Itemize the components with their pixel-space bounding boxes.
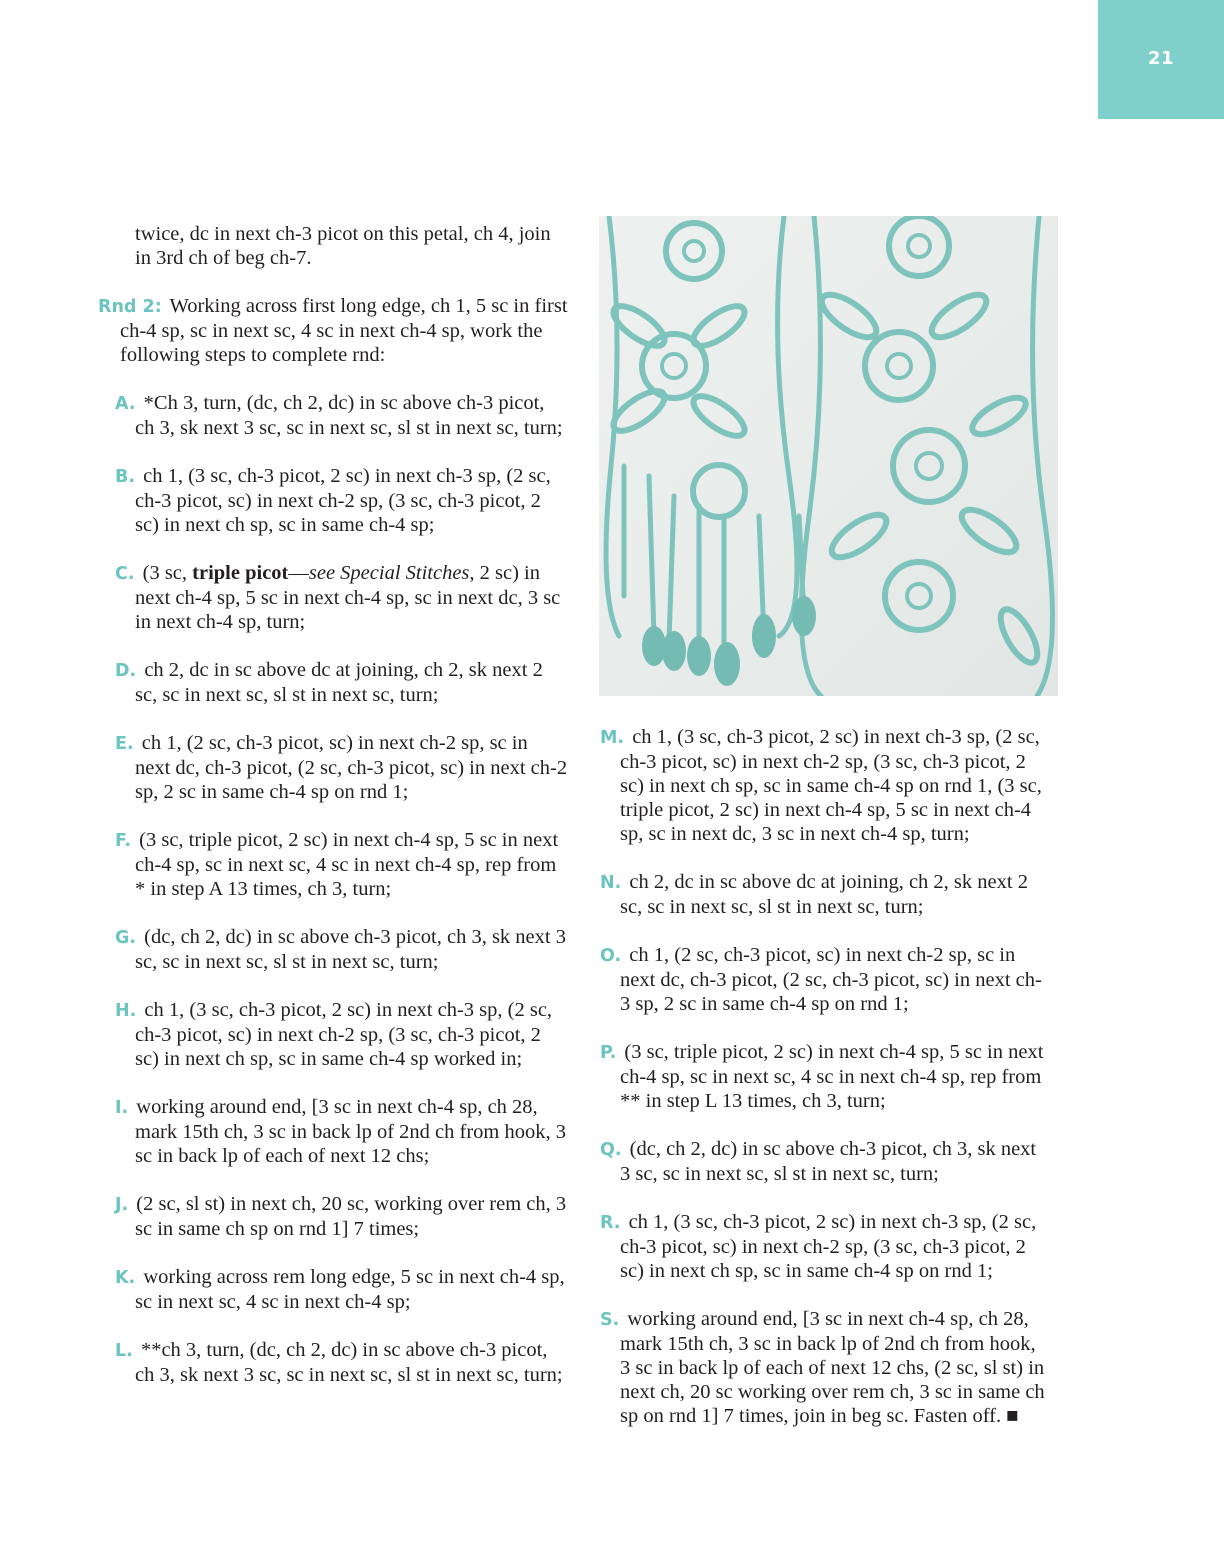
step-label: N. <box>600 873 622 893</box>
step-j <box>98 1192 568 1241</box>
step-label: K. <box>115 1268 136 1288</box>
step-text: working around end, [3 sc in next ch-4 sp, ch 28, mark 15th ch, 3 sc in back lp of 2nd ch from hook, 3 sc in back lp of each of next 12 chs, (2 sc, sl st) in next ch, 20 sc working over rem ch, 3 sc in same ch sp on rnd 1] 7 times, join in beg sc. Fasten off. <box>620 1308 1045 1427</box>
step-label: D. <box>115 661 137 681</box>
step-s <box>600 1307 1050 1428</box>
step-bold-term: triple picot <box>192 562 289 584</box>
step-m <box>600 725 1050 846</box>
round-2 <box>98 294 568 367</box>
step-text: (3 sc, triple picot, 2 sc) in next ch-4 sp, 5 sc in next ch-4 sp, sc in next sc, 4 sc in next ch-4 sp, rep from * in step A 13 times, ch 3, turn; <box>135 829 559 900</box>
page-number-tab <box>1098 0 1224 119</box>
step-label: E. <box>115 734 134 754</box>
step-label: S. <box>600 1310 620 1330</box>
step-label: G. <box>115 928 137 948</box>
step-c <box>98 561 568 634</box>
step-text: working around end, [3 sc in next ch-4 sp, ch 28, mark 15th ch, 3 sc in back lp of 2nd ch from hook, 3 sc in back lp of each of next 12 chs; <box>135 1096 566 1167</box>
step-label: B. <box>115 467 135 487</box>
step-label: O. <box>600 946 622 966</box>
step-text: ch 1, (3 sc, ch-3 picot, 2 sc) in next ch-3 sp, (2 sc, ch-3 picot, sc) in next ch-2 sp, (3 sc, ch-3 picot, 2 sc) in next ch sp, sc in same ch-4 sp on rnd 1; <box>620 1211 1037 1282</box>
step-i <box>98 1095 568 1168</box>
end-mark-icon: ■ <box>1006 1405 1019 1427</box>
step-text-b: , 2 sc) in next ch-4 sp, 5 sc in next ch-4 sp, sc in next dc, 3 sc in next ch-4 sp, turn; <box>135 562 561 633</box>
step-text: ch 1, (2 sc, ch-3 picot, sc) in next ch-2 sp, sc in next dc, ch-3 picot, (2 sc, ch-3 picot, sc) in next ch-2 sp, 2 sc in same ch-4 sp on rnd 1; <box>135 732 568 803</box>
step-label: J. <box>115 1195 129 1215</box>
step-text: working across rem long edge, 5 sc in next ch-4 sp, sc in next sc, 4 sc in next ch-4 sp; <box>135 1266 565 1313</box>
step-text: ch 1, (2 sc, ch-3 picot, sc) in next ch-2 sp, sc in next dc, ch-3 picot, (2 sc, ch-3 picot, sc) in next ch-3 sp, 2 sc in same ch-4 sp on rnd 1; <box>620 944 1042 1015</box>
step-label: P. <box>600 1043 617 1063</box>
step-q <box>600 1137 1050 1186</box>
step-text: (2 sc, sl st) in next ch, 20 sc, working over rem ch, 3 sc in same ch sp on rnd 1] 7 times; <box>135 1193 567 1240</box>
step-d <box>98 658 568 707</box>
step-text: ch 1, (3 sc, ch-3 picot, 2 sc) in next ch-3 sp, (2 sc, ch-3 picot, sc) in next ch-2 sp, (3 sc, ch-3 picot, 2 sc) in next ch sp, sc in same ch-4 sp worked in; <box>135 999 553 1070</box>
step-text: ch 1, (3 sc, ch-3 picot, 2 sc) in next ch-3 sp, (2 sc, ch-3 picot, sc) in next ch-2 sp, (3 sc, ch-3 picot, 2 sc) in next ch sp, sc in same ch-4 sp on rnd 1, (3 sc, triple picot, 2 sc) in next ch-4 sp, 5 sc in next ch-4 sp, sc in next dc, 3 sc in next ch-4 sp, turn; <box>620 726 1042 845</box>
step-text: (dc, ch 2, dc) in sc above ch-3 picot, ch 3, sk next 3 sc, sc in next sc, sl st in next sc, turn; <box>135 926 566 973</box>
step-g <box>98 925 568 974</box>
step-label: A. <box>115 394 136 414</box>
step-e <box>98 731 568 804</box>
step-dash: — <box>288 562 309 584</box>
step-h <box>98 998 568 1071</box>
page-number: 21 <box>1147 48 1175 69</box>
step-text: (dc, ch 2, dc) in sc above ch-3 picot, ch 3, sk next 3 sc, sc in next sc, sl st in next sc, turn; <box>620 1138 1037 1185</box>
step-label: L. <box>115 1341 133 1361</box>
step-o <box>600 943 1050 1016</box>
step-label: I. <box>115 1098 129 1118</box>
step-label: M. <box>600 728 625 748</box>
round-label: Rnd 2: <box>98 297 162 317</box>
step-r <box>600 1210 1050 1283</box>
step-text: **ch 3, turn, (dc, ch 2, dc) in sc above ch-3 picot, ch 3, sk next 3 sc, sc in next sc, sl st in next sc, turn; <box>135 1339 563 1386</box>
step-l <box>98 1338 568 1387</box>
crochet-lace-photo <box>599 216 1058 696</box>
continuation-text: twice, dc in next ch-3 picot on this petal, ch 4, join in 3rd ch of beg ch-7. <box>135 223 551 269</box>
round-text: Working across first long edge, ch 1, 5 sc in first ch-4 sp, sc in next sc, 4 sc in next ch-4 sp, work the following steps to complete rnd: <box>120 295 568 366</box>
step-text: *Ch 3, turn, (dc, ch 2, dc) in sc above ch-3 picot, ch 3, sk next 3 sc, sc in next sc, sl st in next sc, turn; <box>135 392 563 439</box>
step-label: Q. <box>600 1140 622 1160</box>
right-column <box>600 725 1050 1452</box>
step-text: ch 2, dc in sc above dc at joining, ch 2, sk next 2 sc, sc in next sc, sl st in next sc, turn; <box>135 659 543 706</box>
step-label: H. <box>115 1001 137 1021</box>
step-label: C. <box>115 564 135 584</box>
step-f <box>98 828 568 901</box>
left-column <box>98 222 568 1411</box>
step-text: ch 1, (3 sc, ch-3 picot, 2 sc) in next ch-3 sp, (2 sc, ch-3 picot, sc) in next ch-2 sp, (3 sc, ch-3 picot, 2 sc) in next ch sp, sc in same ch-4 sp; <box>135 465 551 536</box>
step-label: F. <box>115 831 132 851</box>
step-p <box>600 1040 1050 1113</box>
step-a <box>98 391 568 440</box>
step-label: R. <box>600 1213 621 1233</box>
step-text: ch 2, dc in sc above dc at joining, ch 2, sk next 2 sc, sc in next sc, sl st in next sc, turn; <box>620 871 1028 918</box>
step-k <box>98 1265 568 1314</box>
step-text: (3 sc, triple picot, 2 sc) in next ch-4 sp, 5 sc in next ch-4 sp, sc in next sc, 4 sc in next ch-4 sp, rep from ** in step L 13 times, ch 3, turn; <box>620 1041 1044 1112</box>
step-text-a: (3 sc, <box>142 562 193 584</box>
step-italic-ref: see Special Stitches <box>308 562 470 584</box>
step-n <box>600 870 1050 919</box>
step-b <box>98 464 568 537</box>
